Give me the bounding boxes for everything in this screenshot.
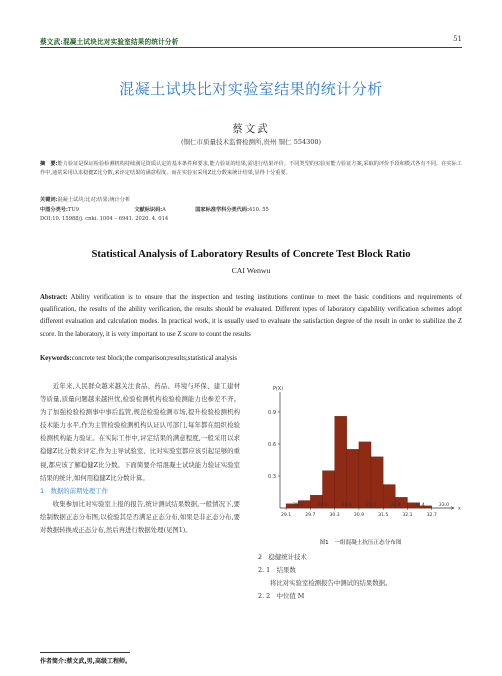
subsection-2-1-heading: 2. 1 结果数: [258, 566, 296, 574]
normal-distribution-chart: [258, 386, 468, 532]
x-upper-tick-label: 30.6: [341, 503, 352, 508]
x-axis-unit: x: [458, 506, 461, 512]
doi: DOI:10. 15988/j. cnki. 1004 – 6941. 2020. 4. 014: [40, 216, 169, 222]
clc-label: 中图分类号:: [40, 207, 68, 213]
keywords-cn-label: 关键词:: [40, 197, 58, 203]
author-en: CAI Wenwu: [231, 266, 271, 275]
histogram-bar: [371, 457, 383, 508]
subsection-2-1-text: 将比对实验室检测报告中测试的结果数据。: [270, 579, 392, 587]
keywords-cn: [40, 196, 130, 203]
histogram-bar: [359, 442, 371, 508]
abstract-cn-label: 摘 要:: [40, 161, 58, 167]
footnote-rule: [40, 652, 130, 653]
abstract-en-text: Ability verification is to ensure that the inspection and testing institutions continue to meet the basic conditions and requirements of qualification, the results of the ability verification, the results should be evaluated. Different types of laboratory capability verification schemes adopt different evaluation and calculation modes. In practical work, it is usually used to evaluate the satisfaction degree of the result in order to stabilize the Z score. In the laboratory, it is very important to use Z score to count the results: [40, 294, 462, 338]
abstract-cn-text: 能力验证是保证检验检测机构持续满足资质认定的基本条件和要求,能力验证的结果,需进行结果评价。不同类型的实验室能力验证方案,采取的评价手段和模式各有不同。在实际工作中,通常采用以求稳健Z比分数,来评定结果的满意程度。而在实验室采用Z比分数来统计结果,显得十分重要。: [40, 161, 462, 176]
y-axis-label: P(X): [272, 386, 284, 392]
x-lower-tick-label: 32.1: [402, 513, 413, 518]
histogram-bar: [335, 416, 347, 508]
x-upper-tick-label: 29.4: [293, 503, 304, 508]
abstract-en-label: Abstract:: [40, 294, 68, 301]
author-cn: 蔡文武: [232, 123, 270, 135]
std-code-value: 410. 55: [249, 207, 269, 213]
abstract-en: [40, 292, 462, 341]
x-lower-tick-label: 30.3: [329, 513, 340, 518]
y-tick-label: 0.9: [268, 409, 276, 416]
author-footnote: 作者简介:蔡文武,男,高级工程师。: [40, 658, 131, 665]
x-lower-tick-label: 32.7: [426, 513, 437, 518]
clc-value: TU9: [67, 207, 79, 213]
doc-code-label: 文献标识码:: [134, 207, 163, 213]
y-tick-label: 0.6: [268, 441, 276, 448]
keywords-en-label: Keywords:: [40, 355, 72, 362]
keywords-en: [40, 355, 237, 362]
running-header-title: 蔡文武:混凝土试块比对实验室结果的统计分析: [40, 38, 179, 46]
x-lower-tick-label: 29.7: [305, 513, 316, 518]
y-tick-label: 0.3: [268, 473, 276, 480]
x-lower-tick-label: 30.9: [353, 513, 365, 518]
affiliation-cn: (铜仁市质量技术监督检测所,贵州 铜仁 554300): [180, 138, 322, 146]
x-lower-tick-label: 31.5: [378, 513, 389, 518]
section-1-paragraph: 收集参加比对实验室上报的报告,统计测试结果数据,一般情况下,要绘制数据正态分布图,以检验其是否满足正态分布,如果是非正态分布,要对数据转换成正态分布,然后再进行数据处理(见图1)。: [40, 499, 240, 535]
paper-title-cn: 混凝土试块比对实验室结果的统计分析: [119, 80, 383, 98]
subsection-2-2-heading: 2. 2 中位值 M: [258, 592, 305, 600]
histogram-bar: [347, 449, 359, 508]
figure-caption: 图1 一组混凝土抗压正态分布图: [319, 540, 402, 546]
x-upper-tick-label: 33.0: [438, 503, 450, 508]
x-upper-tick-label: 31.8: [390, 503, 401, 508]
classification-row: [40, 206, 269, 213]
x-upper-tick-label: 30.0: [317, 503, 328, 508]
keywords-en-text: concrete test block;the comparison;results;statistical analysis: [71, 355, 238, 362]
doc-code-value: A: [162, 207, 166, 213]
page-number: 51: [453, 35, 462, 43]
x-upper-tick-label: 32.4: [414, 503, 425, 508]
x-lower-tick-label: 29.1: [280, 513, 292, 518]
std-code-label: 国家标准学科分类代码:: [195, 207, 250, 213]
paper-title-en: Statistical Analysis of Laboratory Results of Concrete Test Block Ratio: [91, 249, 411, 260]
abstract-cn: [40, 160, 462, 177]
section-1-heading: 1 数据的前期处理工作: [40, 486, 108, 495]
keywords-cn-text: 混凝土试块;比对;结果;统计分析: [57, 197, 131, 203]
x-upper-tick-label: 31.2: [365, 503, 377, 508]
left-column: [40, 380, 240, 537]
header-rule: [40, 47, 462, 48]
section-2-heading: 2 稳健统计技术: [258, 553, 307, 561]
intro-paragraph: 近年来,人民群众越来越关注食品、药品、环境与环保、建工建材等质量,质量问题越来越担忧,检验检测机构检验检测能力也参差不齐。为了加强检验检测事中事后监管,规范检验检测市场,提升检验检测机构技术能力水平,作为主管检验检测机构认证认可部门,每年都在组织检验检测机构能力验证。在实际工作中,评定结果的满意程度,一般采用以求稳健Z比分数来评定,作为主导试验室、比对实验室都应该引起足够的重视,都应该了解稳健Z比分数。下面简要介绍混凝土试块能力验证实验室结果的统计,如何用稳健Z比分数计算。: [40, 382, 240, 482]
